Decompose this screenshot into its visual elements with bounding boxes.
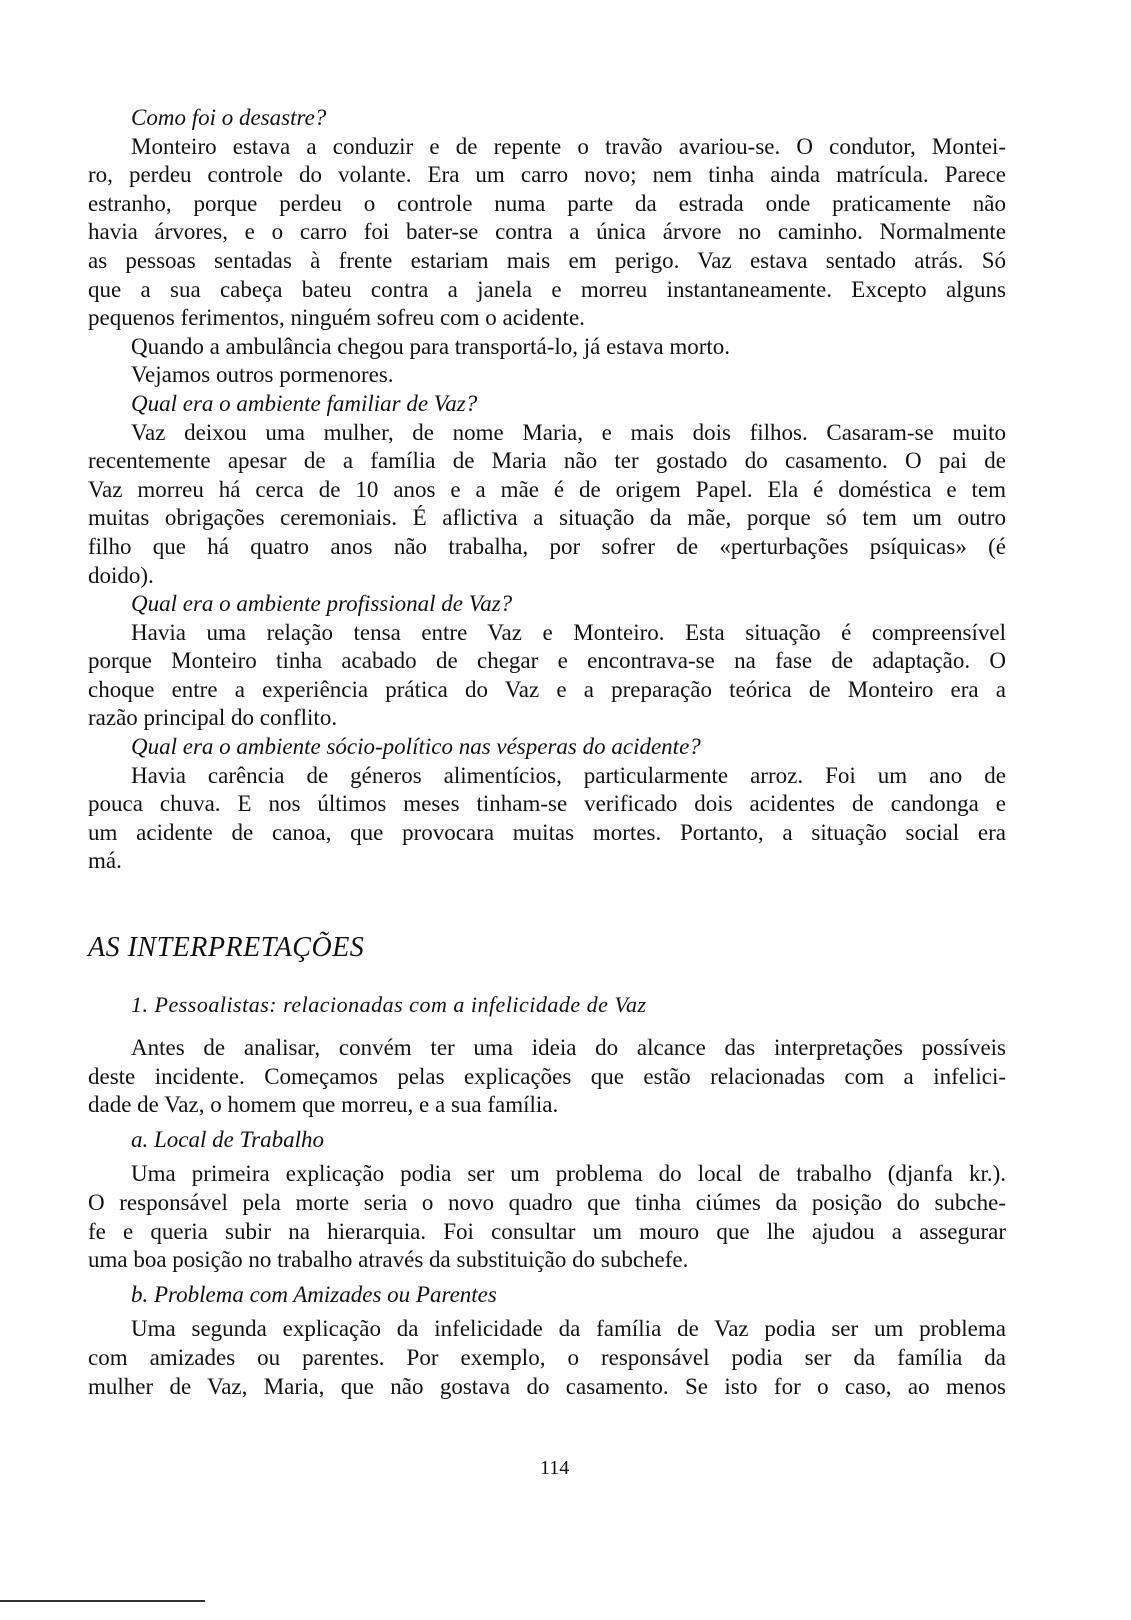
text-line: má. [88,848,122,874]
paragraph [88,619,1006,733]
text-line: dade de Vaz, o homem que morreu, e a sua família. [88,1092,559,1118]
text-line: as pessoas sentadas à frente estariam mais em perigo. Vaz estava sentado atrás. Só [88,247,1006,273]
text-line: deste incidente. Começamos pelas explicações que estão relacionadas com a infelici- [88,1063,1006,1089]
subsection-heading [88,990,1006,1020]
paragraph [88,133,1006,333]
text-line: Qual era o ambiente profissional de Vaz? [131,591,513,617]
text-line: Qual era o ambiente familiar de Vaz? [131,390,478,416]
text-line: recentemente apesar de a família de Maria não ter gostado do casamento. O pai de [88,448,1006,474]
text-line: mulher de Vaz, Maria, que não gostava do casamento. Se isto for o caso, ao menos [88,1373,1006,1399]
page-body [88,104,1006,1401]
question-heading [88,590,1006,619]
text-line: pouca chuva. E nos últimos meses tinham-se verificado dois acidentes de candonga e [88,791,1006,817]
text-line: ro, perdeu controle do volante. Era um carro novo; nem tinha ainda matrícula. Parece [88,162,1006,188]
question-heading [88,1126,1006,1155]
question-heading [88,390,1006,419]
text-line: b. Problema com Amizades ou Parentes [131,1281,497,1307]
text-line: 1. Pessoalistas: relacionadas com a infelicidade de Vaz [131,992,647,1018]
text-line: Vaz deixou uma mulher, de nome Maria, e mais dois filhos. Casaram-se muito [131,419,1006,445]
text-line: Uma segunda explicação da infelicidade da família de Vaz podia ser um problema [131,1316,1006,1342]
text-line: um acidente de canoa, que provocara muitas mortes. Portanto, a situação social era [88,819,1006,845]
page-number: 114 [540,1457,570,1479]
text-line: razão principal do conflito. [88,705,338,731]
text-line: pequenos ferimentos, ninguém sofreu com o acidente. [88,305,585,331]
text-line: O responsável pela morte seria o novo quadro que tinha ciúmes da posição do subche- [88,1190,1006,1215]
text-line: que a sua cabeça bateu contra a janela e morreu instantaneamente. Excepto alguns [88,276,1006,302]
text-line: filho que há quatro anos não trabalha, por sofrer de «perturbações psíquicas» (é [88,533,1006,559]
text-line: Antes de analisar, convém ter uma ideia do alcance das interpretações possíveis [131,1035,1006,1061]
text-line: havia árvores, e o carro foi bater-se contra a única árvore no caminho. Normalmente [88,219,1006,245]
text-line: Vejamos outros pormenores. [131,362,394,388]
text-line: AS INTERPRETAÇÕES [88,932,365,964]
text-line: Quando a ambulância chegou para transportá-lo, já estava morto. [131,333,731,359]
section-heading [88,928,1006,968]
text-line: choque entre a experiência prática do Vaz e a preparação teórica de Monteiro era a [88,676,1006,702]
paragraph [88,361,1006,390]
text-line: Como foi o desastre? [131,105,327,130]
scan-edge-line [0,1600,205,1602]
text-line: Havia carência de géneros alimentícios, particularmente arroz. Foi um ano de [131,762,1006,788]
spacer [88,1020,1006,1034]
question-heading [88,1281,1006,1310]
paragraph [88,419,1006,591]
paragraph [88,762,1006,876]
paragraph [88,1160,1006,1274]
question-heading [88,104,1006,133]
text-line: Monteiro estava a conduzir e de repente o travão avariou-se. O condutor, Montei- [131,133,1006,159]
text-line: a. Local de Trabalho [131,1126,324,1152]
text-line: uma boa posição no trabalho através da substituição do subchefe. [88,1247,689,1273]
text-line: Vaz morreu há cerca de 10 anos e a mãe é de origem Papel. Ela é doméstica e tem [88,476,1006,502]
text-line: Uma primeira explicação podia ser um problema do local de trabalho (djanfa kr.). [131,1161,1006,1187]
paragraph [88,333,1006,362]
text-line: Qual era o ambiente sócio-político nas vésperas do acidente? [131,734,701,760]
paragraph [88,1315,1006,1401]
text-line: com amizades ou parentes. Por exemplo, o responsável podia ser da família da [88,1344,1006,1370]
text-line: doido). [88,562,154,588]
paragraph [88,1034,1006,1120]
question-heading [88,733,1006,762]
text-line: Havia uma relação tensa entre Vaz e Monteiro. Esta situação é compreensível [131,619,1006,645]
text-line: estranho, porque perdeu o controle numa parte da estrada onde praticamente não [88,190,1006,216]
text-line: muitas obrigações ceremoniais. É aflictiva a situação da mãe, porque só tem um outro [88,505,1006,531]
text-line: fe e queria subir na hierarquia. Foi consultar um mouro que lhe ajudou a assegurar [88,1218,1006,1244]
text-line: porque Monteiro tinha acabado de chegar e encontrava-se na fase de adaptação. O [88,648,1006,674]
